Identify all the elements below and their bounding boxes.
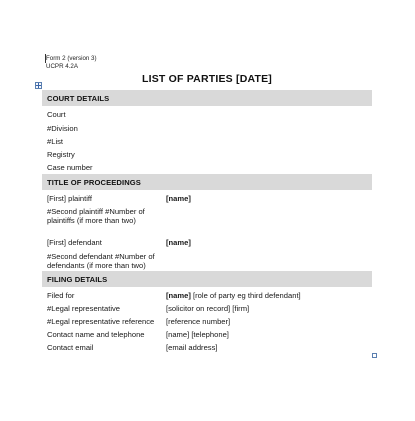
section-title-of-proceedings [42, 174, 372, 190]
field-contact-email: Contact email [47, 343, 94, 352]
value-first-defendant: [name] [166, 238, 191, 247]
field-division: #Division [47, 124, 78, 133]
field-contact-name: Contact name and telephone [47, 330, 145, 339]
form-meta [46, 55, 97, 71]
field-first-defendant: [First] defendant [47, 238, 102, 247]
value-filed-for-role: [role of party eg third defendant] [190, 291, 301, 300]
field-filed-for: Filed for [47, 291, 75, 300]
form-rule: UCPR 4.2A [46, 63, 78, 70]
value-first-plaintiff: [name] [166, 194, 191, 203]
field-court: Court [47, 110, 66, 119]
page-title: LIST OF PARTIES [DATE] [141, 73, 272, 85]
value-filed-for-name: [name] [166, 291, 191, 300]
table-move-handle-icon[interactable] [35, 82, 42, 89]
value-legal-representative: [solicitor on record] [firm] [166, 304, 250, 313]
value-contact-name: [name] [telephone] [166, 330, 229, 339]
field-second-plaintiff: #Second plaintiff #Number of plaintiffs (if more than two) [47, 207, 145, 225]
field-case-number: Case number [47, 163, 93, 172]
field-first-plaintiff: [First] plaintiff [47, 194, 93, 203]
field-registry: Registry [47, 150, 75, 159]
field-list: #List [47, 137, 64, 146]
field-legal-reference: #Legal representative reference [47, 317, 155, 326]
section-heading: FILING DETAILS [47, 275, 108, 284]
table-resize-handle-icon[interactable] [372, 353, 377, 358]
value-filed-for [166, 291, 372, 300]
form-version: Form 2 (version 3) [46, 55, 97, 62]
section-filing-details [42, 271, 372, 287]
value-legal-reference: [reference number] [166, 317, 231, 326]
section-heading: TITLE OF PROCEEDINGS [47, 178, 141, 187]
field-legal-representative: #Legal representative [47, 304, 121, 313]
section-heading: COURT DETAILS [47, 94, 110, 103]
field-second-defendant: #Second defendant #Number of defendants (if more than two) [47, 252, 155, 270]
section-court-details [42, 90, 372, 106]
value-contact-email: [email address] [166, 343, 218, 352]
